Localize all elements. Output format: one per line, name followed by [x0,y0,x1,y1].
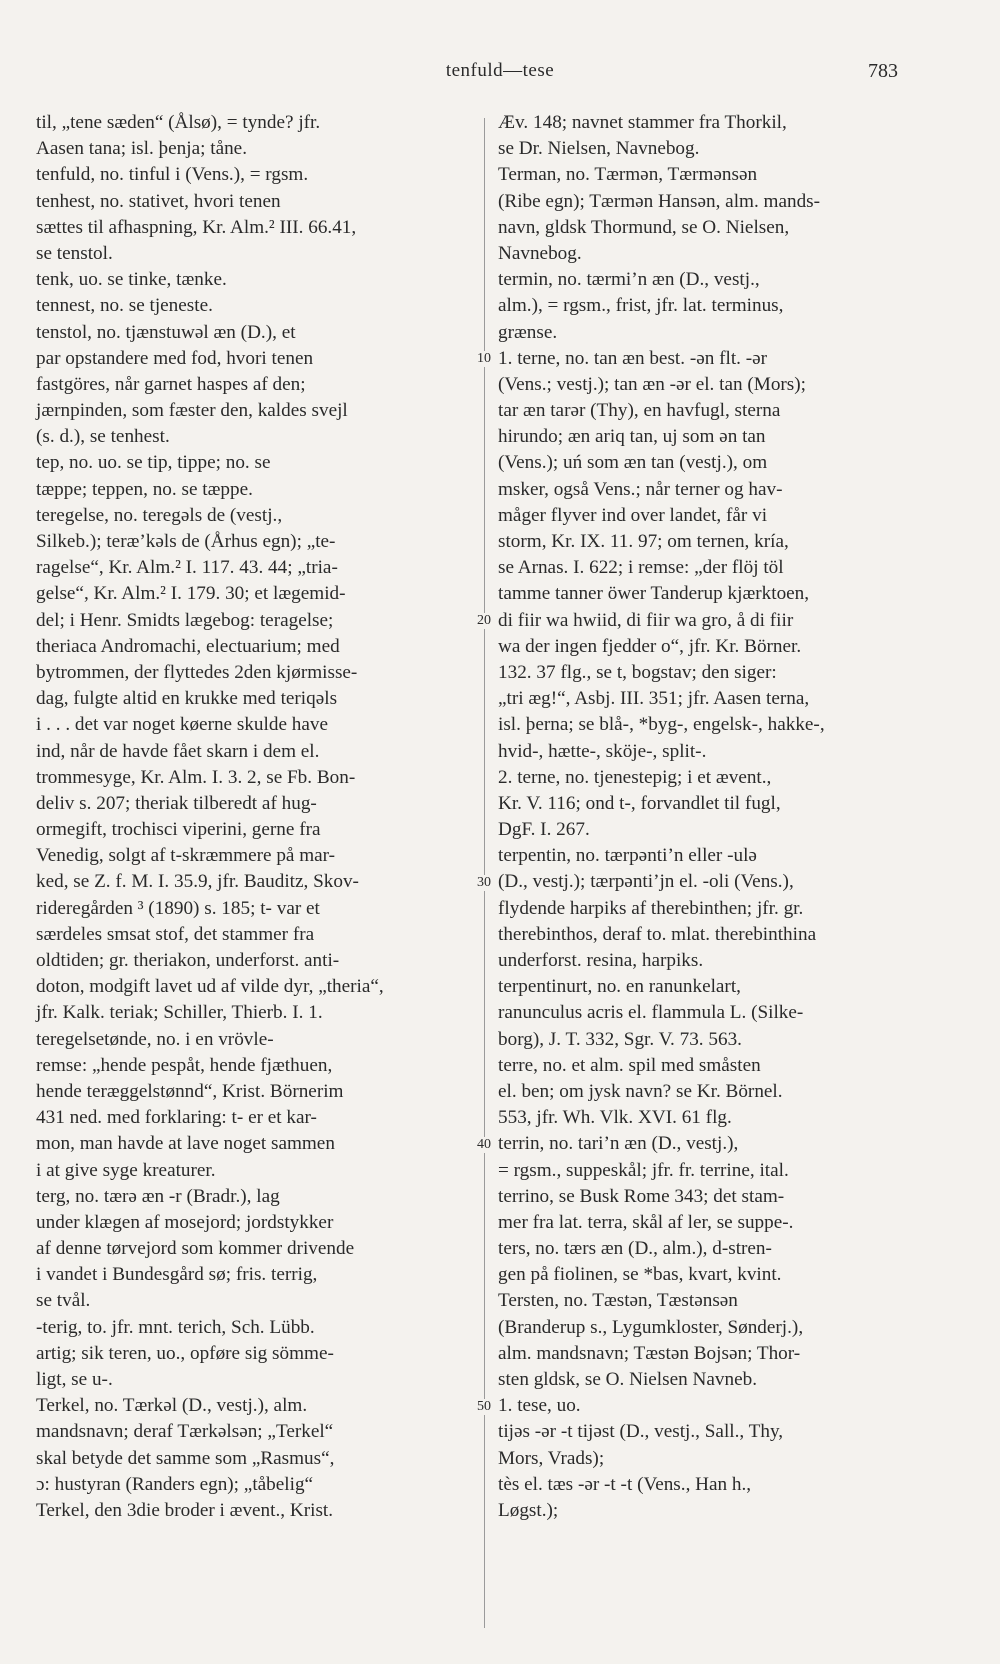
text-line: underforst. resina, harpiks. [498,950,704,971]
text-line: therebinthos, deraf to. mlat. therebinthina [498,923,817,945]
text-line: (Ribe egn); Tærmən Hansən, alm. mands- [498,190,821,212]
text-line: teregelse, no. teregəls de (vestj., [36,504,283,526]
text-line: 431 ned. med forklaring: t- er et kar- [36,1107,317,1129]
text-line: termin, no. tærmi’n æn (D., vestj., [498,269,760,291]
text-line: alm. mandsnavn; Tæstən Bojsən; Thor- [498,1342,801,1364]
text-line: Venedig, solgt af t-skræmmere på mar- [36,845,336,867]
text-line: oldtiden; gr. theriakon, underforst. anti- [36,950,340,971]
text-line: Kr. V. 116; ond t-, forvandlet til fugl, [498,792,781,814]
text-line: tæppe; teppen, no. se tæppe. [36,478,253,500]
text-line: tenk, uo. se tinke, tænke. [36,269,227,291]
text-line: tar æn tarər (Thy), en havfugl, sterna [498,400,781,422]
left-column [36,110,466,1524]
text-line: mon, man havde at lave noget sammen [36,1133,335,1155]
text-line: sten gldsk, se O. Nielsen Navneb. [498,1369,757,1390]
text-line: terpentin, no. tærpənti’n eller -ulə [498,845,757,867]
text-line: hende teræggelstønnd“, Krist. Börnerim [36,1080,344,1102]
text-line: 553, jfr. Wh. Vlk. XVI. 61 flg. [498,1107,732,1129]
line-number: 10 [477,350,491,366]
text-line: i at give syge kreaturer. [36,1159,216,1181]
text-line: se tvål. [36,1290,91,1312]
text-line: (Branderup s., Lygumkloster, Sønderj.), [498,1316,804,1338]
text-line: Navnebog. [498,242,582,264]
text-line: storm, Kr. IX. 11. 97; om ternen, kría, [498,531,789,552]
text-line: under klægen af mosejord; jordstykker [36,1211,334,1233]
text-line: (s. d.), se tenhest. [36,426,170,448]
text-line: doton, modgift lavet ud af vilde dyr, „theria“, [36,976,384,998]
line-number: 20 [477,612,491,628]
text-line: borg), J. T. 332, Sgr. V. 73. 563. [498,1028,742,1050]
right-column [498,110,928,1524]
text-line: (D., vestj.); tærpənti’jn el. -oli (Vens.), [498,871,794,893]
text-line: terg, no. tærə æn -r (Bradr.), lag [36,1185,280,1207]
line-number: 30 [477,874,491,890]
text-line: jfr. Kalk. teriak; Schiller, Thierb. I. 1. [36,1002,323,1024]
text-line: = rgsm., suppeskål; jfr. fr. terrine, ital. [498,1159,789,1181]
text-line: Aasen tana; isl. þenja; tåne. [36,138,247,160]
text-line: tennest, no. se tjeneste. [36,295,213,317]
text-line: måger flyver ind over landet, får vi [498,504,768,526]
text-line: terrino, se Busk Rome 343; det stam- [498,1185,785,1207]
text-line: „tri æg!“, Asbj. III. 351; jfr. Aasen terna, [498,688,810,710]
text-line: Mors, Vrads); [498,1447,605,1469]
text-line: msker, også Vens.; når terner og hav- [498,478,783,500]
text-line: gen på fiolinen, se *bas, kvart, kvint. [498,1264,782,1286]
text-line: tès el. tæs -ər -t -t (Vens., Han h., [498,1473,752,1495]
text-line: tenfuld, no. tinful i (Vens.), = rgsm. [36,164,309,186]
text-line: 132. 37 flg., se t, bogstav; den siger: [498,661,777,683]
text-line: fastgöres, når garnet haspes af den; [36,373,306,395]
text-line: 1. terne, no. tan æn best. -ən flt. -ər [498,347,768,369]
text-line: i vandet i Bundesgård sø; fris. terrig, [36,1264,318,1286]
text-line: remse: „hende pespåt, hende fjæthuen, [36,1054,333,1076]
text-line: dag, fulgte altid en krukke med teriqəls [36,688,338,710]
text-line: par opstandere med fod, hvori tenen [36,347,314,369]
text-line: tenstol, no. tjænstuwəl æn (D.), et [36,321,296,343]
text-line: jærnpinden, som fæster den, kaldes svejl [36,400,348,422]
text-line: ragelse“, Kr. Alm.² I. 117. 43. 44; „tria- [36,557,338,579]
text-line: gelse“, Kr. Alm.² I. 179. 30; et lægemid- [36,583,346,605]
text-line: artig; sik teren, uo., opføre sig sömme- [36,1342,334,1364]
text-line: grænse. [498,321,558,343]
text-line: (Vens.); uń som æn tan (vestj.), om [498,452,768,474]
text-line: wa der ingen fjedder o“, jfr. Kr. Börner. [498,635,802,657]
text-line: til, „tene sæden“ (Ålsø), = tynde? jfr. [36,112,321,133]
text-line: Tersten, no. Tæstən, Tæstənsən [498,1290,738,1312]
page-number: 783 [868,60,898,82]
text-line: skal betyde det samme som „Rasmus“, [36,1447,335,1469]
text-line: terrin, no. tari’n æn (D., vestj.), [498,1133,739,1155]
text-line: hvid-, hætte-, sköje-, split-. [498,740,707,762]
text-line: terpentinurt, no. en ranunkelart, [498,976,741,998]
text-line: del; i Henr. Smidts lægebog: teragelse; [36,609,334,631]
text-line: bytrommen, der flyttedes 2den kjørmisse- [36,661,358,683]
text-line: af denne tørvejord som kommer drivende [36,1238,355,1260]
text-line: se Dr. Nielsen, Navnebog. [498,138,700,160]
line-number: 40 [477,1136,491,1152]
text-line: -terig, to. jfr. mnt. terich, Sch. Lübb. [36,1316,315,1338]
text-line: se tenstol. [36,242,113,264]
text-line: tamme tanner öwer Tanderup kjærktoen, [498,583,810,605]
text-line: særdeles smsat stof, det stammer fra [36,923,315,945]
text-line: tep, no. uo. se tip, tippe; no. se [36,452,271,474]
text-line: isl. þerna; se blå-, *byg-, engelsk-, hakke-, [498,714,825,736]
line-number: 50 [477,1398,491,1414]
text-line: rideregården ³ (1890) s. 185; t- var et [36,897,320,919]
text-line: hirundo; æn ariq tan, uj som ən tan [498,426,766,448]
text-line: navn, gldsk Thormund, se O. Nielsen, [498,216,790,238]
text-line: theriaca Andromachi, electuarium; med [36,635,340,657]
text-line: Silkeb.); teræ’kəls de (Århus egn); „te- [36,531,336,552]
text-line: ɔ: hustyran (Randers egn); „tåbelig“ [36,1473,314,1495]
text-line: se Arnas. I. 622; i remse: „der flöj töl [498,557,784,579]
text-line: tijəs -ər -t tijəst (D., vestj., Sall., Thy, [498,1421,784,1443]
text-line: ters, no. tærs æn (D., alm.), d-stren- [498,1238,772,1260]
text-line: trommesyge, Kr. Alm. I. 3. 2, se Fb. Bon- [36,766,356,788]
text-line: el. ben; om jysk navn? se Kr. Börnel. [498,1080,783,1102]
text-line: 1. tese, uo. [498,1395,581,1417]
text-line: mer fra lat. terra, skål af ler, se suppe-. [498,1211,794,1233]
text-line: mandsnavn; deraf Tærkəlsən; „Terkel“ [36,1421,334,1443]
running-title: tenfuld—tese [445,60,555,81]
text-line: alm.), = rgsm., frist, jfr. lat. terminus, [498,295,784,317]
text-line: Terman, no. Tærmən, Tærmənsən [498,164,758,186]
text-line: Terkel, den 3die broder i ævent., Krist. [36,1499,334,1521]
text-line: DgF. I. 267. [498,819,590,841]
text-line: ranunculus acris el. flammula L. (Silke- [498,1002,804,1024]
text-line: ked, se Z. f. M. I. 35.9, jfr. Bauditz, Skov- [36,871,359,893]
text-line: flydende harpiks af therebinthen; jfr. gr. [498,897,804,919]
text-line: terre, no. et alm. spil med småsten [498,1054,761,1076]
text-line: teregelsetønde, no. i en vrövle- [36,1028,274,1050]
text-line: ormegift, trochisci viperini, gerne fra [36,819,321,841]
text-line: ligt, se u-. [36,1369,113,1390]
text-line: (Vens.; vestj.); tan æn -ər el. tan (Mors); [498,373,806,395]
text-line: tenhest, no. stativet, hvori tenen [36,190,281,212]
text-line: 2. terne, no. tjenestepig; i et ævent., [498,766,772,788]
text-line: i . . . det var noget køerne skulde have [36,714,328,736]
text-line: sættes til afhaspning, Kr. Alm.² III. 66.41, [36,216,357,238]
text-line: di fiir wa hwiid, di fiir wa gro, å di fiir [498,609,794,631]
text-line: Terkel, no. Tærkəl (D., vestj.), alm. [36,1395,308,1417]
text-line: Æv. 148; navnet stammer fra Thorkil, [498,112,787,133]
text-line: Løgst.); [498,1499,559,1521]
text-line: ind, når de havde fået skarn i dem el. [36,740,320,762]
text-line: deliv s. 207; theriak tilberedt af hug- [36,792,317,814]
